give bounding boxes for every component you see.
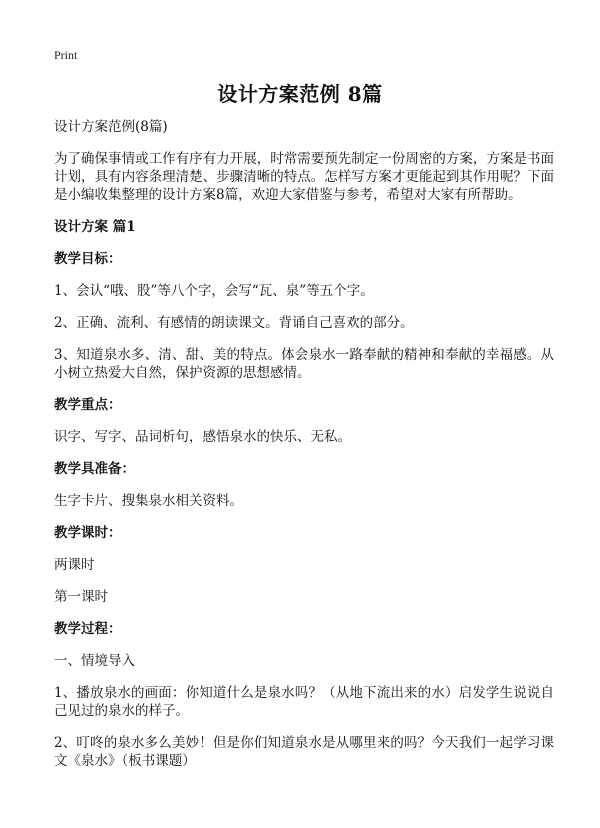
- goal-item-2: 2、正确、流利、有感情的朗读课文。背诵自己喜欢的部分。: [54, 315, 414, 331]
- process-heading: 教学过程：: [54, 621, 122, 637]
- hours-text: 两课时: [54, 557, 95, 573]
- goal-item-1: 1、会认“哦、股”等八个字，会写“瓦、泉”等五个字。: [54, 283, 374, 299]
- step-title: 一、情境导入: [54, 653, 135, 669]
- step-item-2: 2、叮咚的泉水多么美妙！但是你们知道泉水是从哪里来的吗？今天我们一起学习课文《泉水》（板书课题）: [54, 735, 554, 769]
- goals-heading: 教学目标：: [54, 251, 122, 267]
- print-label: Print: [54, 48, 78, 62]
- hours-heading: 教学课时：: [54, 525, 122, 541]
- document-body: [54, 118, 554, 784]
- focus-text: 识字、写字、品词析句，感悟泉水的快乐、无私。: [54, 429, 351, 445]
- step-item-1: 1、播放泉水的画面：你知道什么是泉水吗？（从地下流出来的水）启发学生说说自己见过的泉水的样子。: [54, 685, 554, 719]
- intro-paragraph: 为了确保事情或工作有序有力开展，时常需要预先制定一份周密的方案，方案是书面计划，具有内容条理清楚、步骤清晰的特点。怎样写方案才更能起到其作用呢？下面是小编收集整理的设计方案8篇，欢迎大家借鉴与参考，希望对大家有所帮助。: [54, 151, 554, 203]
- document-title: 设计方案范例 8篇: [217, 82, 383, 106]
- focus-heading: 教学重点：: [54, 397, 122, 413]
- first-lesson-label: 第一课时: [54, 589, 108, 605]
- section-title: 设计方案 篇1: [54, 219, 136, 235]
- prep-heading: 教学具准备：: [54, 461, 135, 477]
- document-subtitle: 设计方案范例(8篇): [54, 119, 168, 135]
- prep-text: 生字卡片、搜集泉水相关资料。: [54, 493, 243, 509]
- goal-item-3: 3、知道泉水多、清、甜、美的特点。体会泉水一路奉献的精神和奉献的幸福感。从小树立热爱大自然，保护资源的思想感情。: [54, 347, 554, 381]
